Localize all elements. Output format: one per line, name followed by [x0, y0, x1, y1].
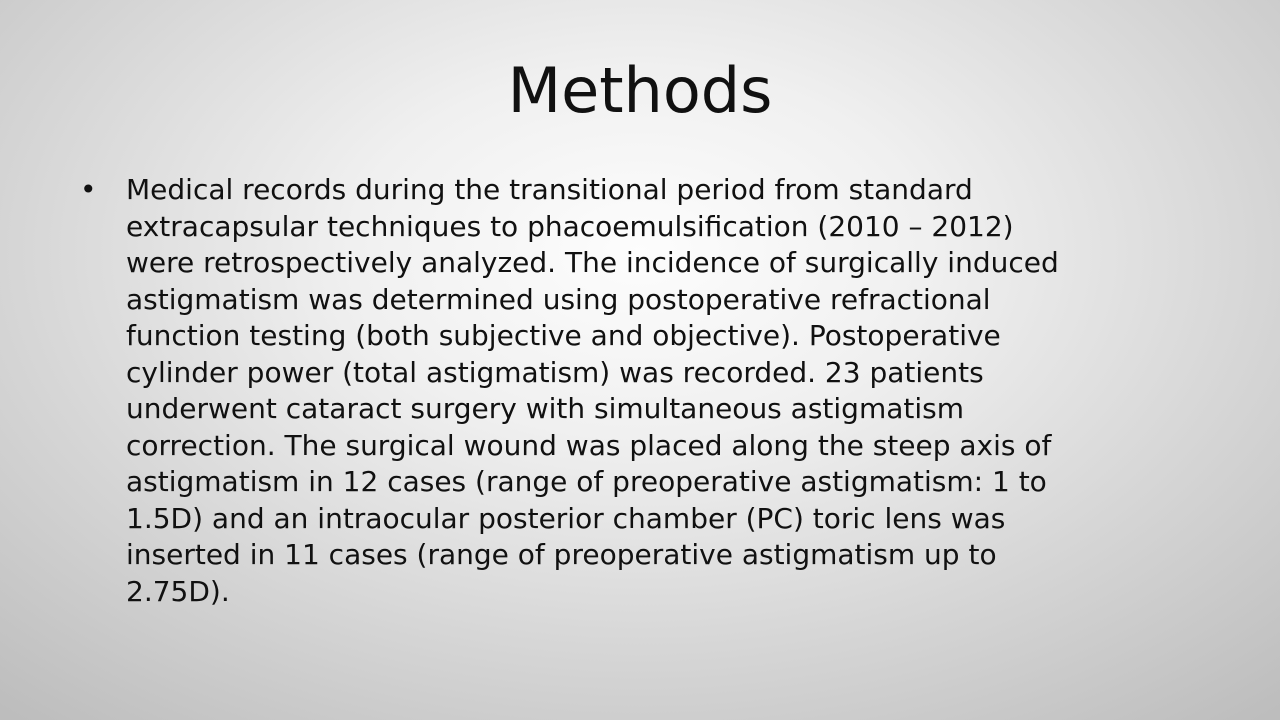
bullet-list — [80, 172, 1210, 610]
bullet-text: Medical records during the transitional period from standard extracapsular techniques to phacoemulsification (2010 – 2012) were retrospectively analyzed. The incidence of surgically induced astigmatism was determined using postoperative refractional function testing (both subjective and objective). Postoperative cylinder power (total astigmatism) was recorded. 23 patients underwent cataract surgery with simultaneous astigmatism correction. The surgical wound was placed along the steep axis of astigmatism in 12 cases (range of preoperative astigmatism: 1 to 1.5D) and an intraocular posterior chamber (PC) toric lens was inserted in 11 cases (range of preoperative astigmatism up to 2.75D). — [126, 173, 1059, 608]
bullet-icon: • — [80, 173, 97, 206]
slide-title: Methods — [507, 54, 773, 127]
